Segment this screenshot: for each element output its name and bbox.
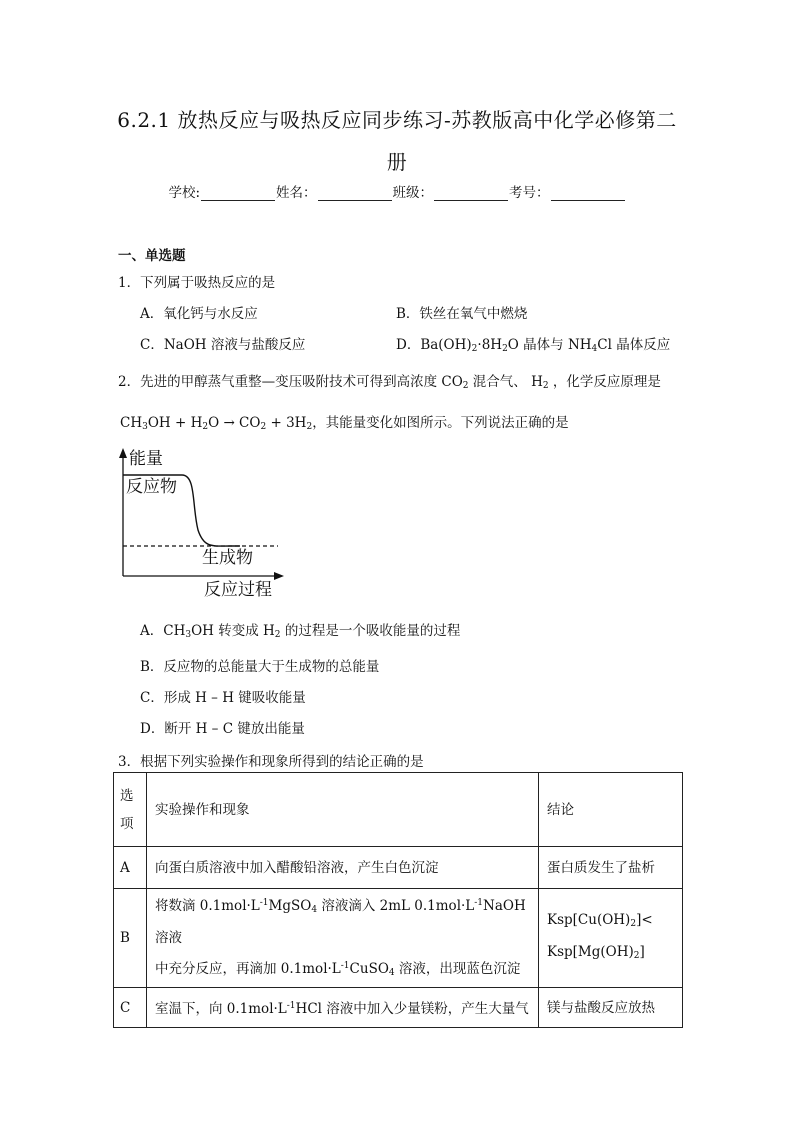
row-c-option: C [114,988,147,1028]
row-a-conclusion: 蛋白质发生了盐析 [539,847,683,889]
class-label: 班级： [392,185,434,201]
header-option: 选 项 [114,773,147,847]
q3-table [113,772,683,1028]
y-axis-arrow [119,448,127,458]
row-b-conclusion: $Ksp[Cu(OH)_2]<$ $Ksp[Mg(OH)_2]$ [539,889,683,988]
exam-number-label: 考号： [509,185,550,201]
q2-option-b: B．反应物的总能量大于生成物的总能量 [140,659,380,675]
q3-stem: 3．根据下列实验操作和现象所得到的结论正确的是 [118,754,424,770]
q1-option-c: C．NaOH 溶液与盐酸反应 [140,337,306,353]
product-label: 生成物 [202,548,253,568]
header-conclusion: 结论 [539,773,683,847]
row-a-operation: 向蛋白质溶液中加入醋酸铅溶液，产生白色沉淀 [147,847,539,889]
q1-option-d: D．$Ba(OH)_2\cdot 8H_2O$ 晶体与 $NH_4Cl$ 晶体反应 [396,337,671,354]
x-axis-arrow [274,572,284,580]
table-row [114,889,683,988]
energy-diagram [112,446,292,602]
q2-option-a: A．$CH_3OH$ 转变成 $H_2$ 的过程是一个吸收能量的过程 [140,623,461,640]
table-row [114,847,683,889]
school-blank[interactable] [201,186,275,201]
table-row [114,988,683,1028]
q1-option-a: A．氧化钙与水反应 [140,306,258,322]
q1-stem: 1．下列属于吸热反应的是 [118,275,276,291]
row-c-operation: 室温下，向 $0.1mol\cdot L^{-1}HCl$ 溶液中加入少量镁粉，产生大量气 [147,988,539,1028]
row-b-operation: 将数滴 $0.1mol\cdot L^{-1}MgSO_4$ 溶液滴入 2mL $0.1mol\cdot L^{-1}NaOH$ 溶液 中充分反应，再滴加 $0.1mol\cdot L^{-1}CuSO_4$ 溶液，出现蓝色沉淀 [147,889,539,988]
y-axis-label: 能量 [129,449,163,469]
student-info-line [0,181,794,201]
header-operation: 实验操作和现象 [147,773,539,847]
q2-stem: 2．先进的甲醇蒸气重整—变压吸附技术可得到高浓度 $CO_2$ 混合气、 $H_2$ ，化学反应原理是 [118,374,661,391]
q2-option-c: C．形成 H – H 键吸收能量 [140,690,306,706]
table-header-row [114,773,683,847]
row-c-conclusion: 镁与盐酸反应放热 [539,988,683,1028]
section-heading: 一、单选题 [118,248,186,264]
exam-number-blank[interactable] [551,186,625,201]
school-label: 学校: [168,185,201,201]
q1-option-b: B．铁丝在氧气中燃烧 [396,306,528,322]
name-label: 姓名： [276,185,317,201]
document-title-line1: 6.2.1 放热反应与吸热反应同步练习-苏教版高中化学必修第二 [117,108,677,132]
document-title-line2: 册 [386,150,408,174]
q2-equation: $CH_3OH + H_2O \to CO_2 + 3H_2$，其能量变化如图所示。下列说法正确的是 [120,415,569,432]
reactant-label: 反应物 [126,477,177,497]
row-a-option: A [114,847,147,889]
x-axis-label: 反应过程 [204,580,272,600]
row-b-option: B [114,889,147,988]
name-blank[interactable] [318,186,392,201]
class-blank[interactable] [434,186,508,201]
q2-option-d: D．断开 H – C 键放出能量 [140,721,305,737]
